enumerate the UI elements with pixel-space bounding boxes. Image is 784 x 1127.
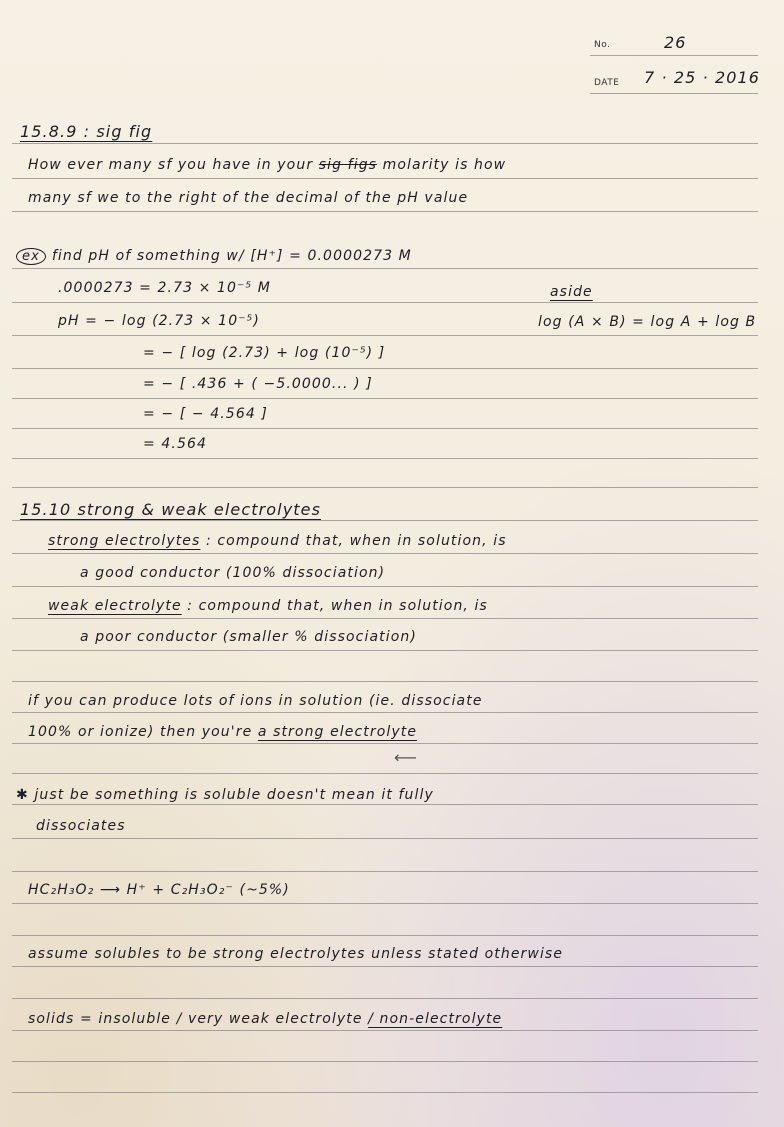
sig-fig-rule-line-1: How ever many sf you have in your sig figs molarity is how [28, 157, 507, 173]
strong-electrolyte-definition-2: a good conductor (100% dissociation) [80, 565, 386, 581]
date-label: DATE [594, 78, 620, 88]
weak-electrolyte-definition: weak electrolyte : compound that, when in solution, is [48, 598, 488, 614]
ions-note-line-2: 100% or ionize) then you're a strong electrolyte [28, 724, 418, 740]
ph-step-3: = − [ .436 + ( −5.0000... ) ] [143, 376, 373, 392]
page-number: 26 [664, 33, 687, 52]
scientific-notation-line: .0000273 = 2.73 × 10⁻⁵ M [58, 280, 271, 296]
example-problem: ex find pH of something w/ [H⁺] = 0.0000273 M [16, 248, 412, 265]
solids-note: solids = insoluble / very weak electrolyte / non-electrolyte [28, 1011, 503, 1027]
ph-answer: = 4.564 [143, 436, 207, 452]
section-title-electrolytes: 15.10 strong & weak electrolytes [20, 500, 322, 519]
weak-electrolyte-term: weak electrolyte [48, 598, 182, 614]
non-electrolyte-emphasis: / non-electrolyte [368, 1011, 503, 1027]
section-title-sig-fig: 15.8.9 : sig fig [20, 122, 153, 141]
assume-solubles-note: assume solubles to be strong electrolytes unless stated otherwise [28, 946, 564, 962]
page-date: 7 · 25 · 2016 [644, 68, 761, 87]
aside-log-rule: log (A × B) = log A + log B [538, 314, 757, 330]
ph-step-4: = − [ − 4.564 ] [143, 406, 268, 422]
left-arrow-icon: ⟵ [394, 748, 417, 767]
example-badge: ex [16, 248, 46, 265]
star-icon: ✱ [16, 787, 29, 803]
aside-label: aside [550, 284, 593, 300]
struck-text: sig figs [318, 157, 378, 173]
soluble-note-line-1: ✱ just be something is soluble doesn't mean it fully [16, 787, 434, 803]
soluble-note-line-2: dissociates [36, 818, 126, 834]
sig-fig-rule-line-2: many sf we to the right of the decimal of the pH value [28, 190, 469, 206]
weak-electrolyte-definition-2: a poor conductor (smaller % dissociation) [80, 629, 417, 645]
ions-note-line-1: if you can produce lots of ions in solution (ie. dissociate [28, 693, 483, 709]
strong-electrolyte-term: strong electrolytes [48, 533, 201, 549]
no-label: No. [594, 40, 611, 50]
acetic-acid-reaction: HC₂H₃O₂ ⟶ H⁺ + C₂H₃O₂⁻ (~5%) [28, 882, 290, 898]
strong-electrolyte-definition: strong electrolytes : compound that, when in solution, is [48, 533, 507, 549]
ph-step-1: pH = − log (2.73 × 10⁻⁵) [58, 313, 260, 329]
ph-step-2: = − [ log (2.73) + log (10⁻⁵) ] [143, 345, 386, 361]
strong-electrolyte-emphasis: a strong electrolyte [257, 724, 418, 740]
